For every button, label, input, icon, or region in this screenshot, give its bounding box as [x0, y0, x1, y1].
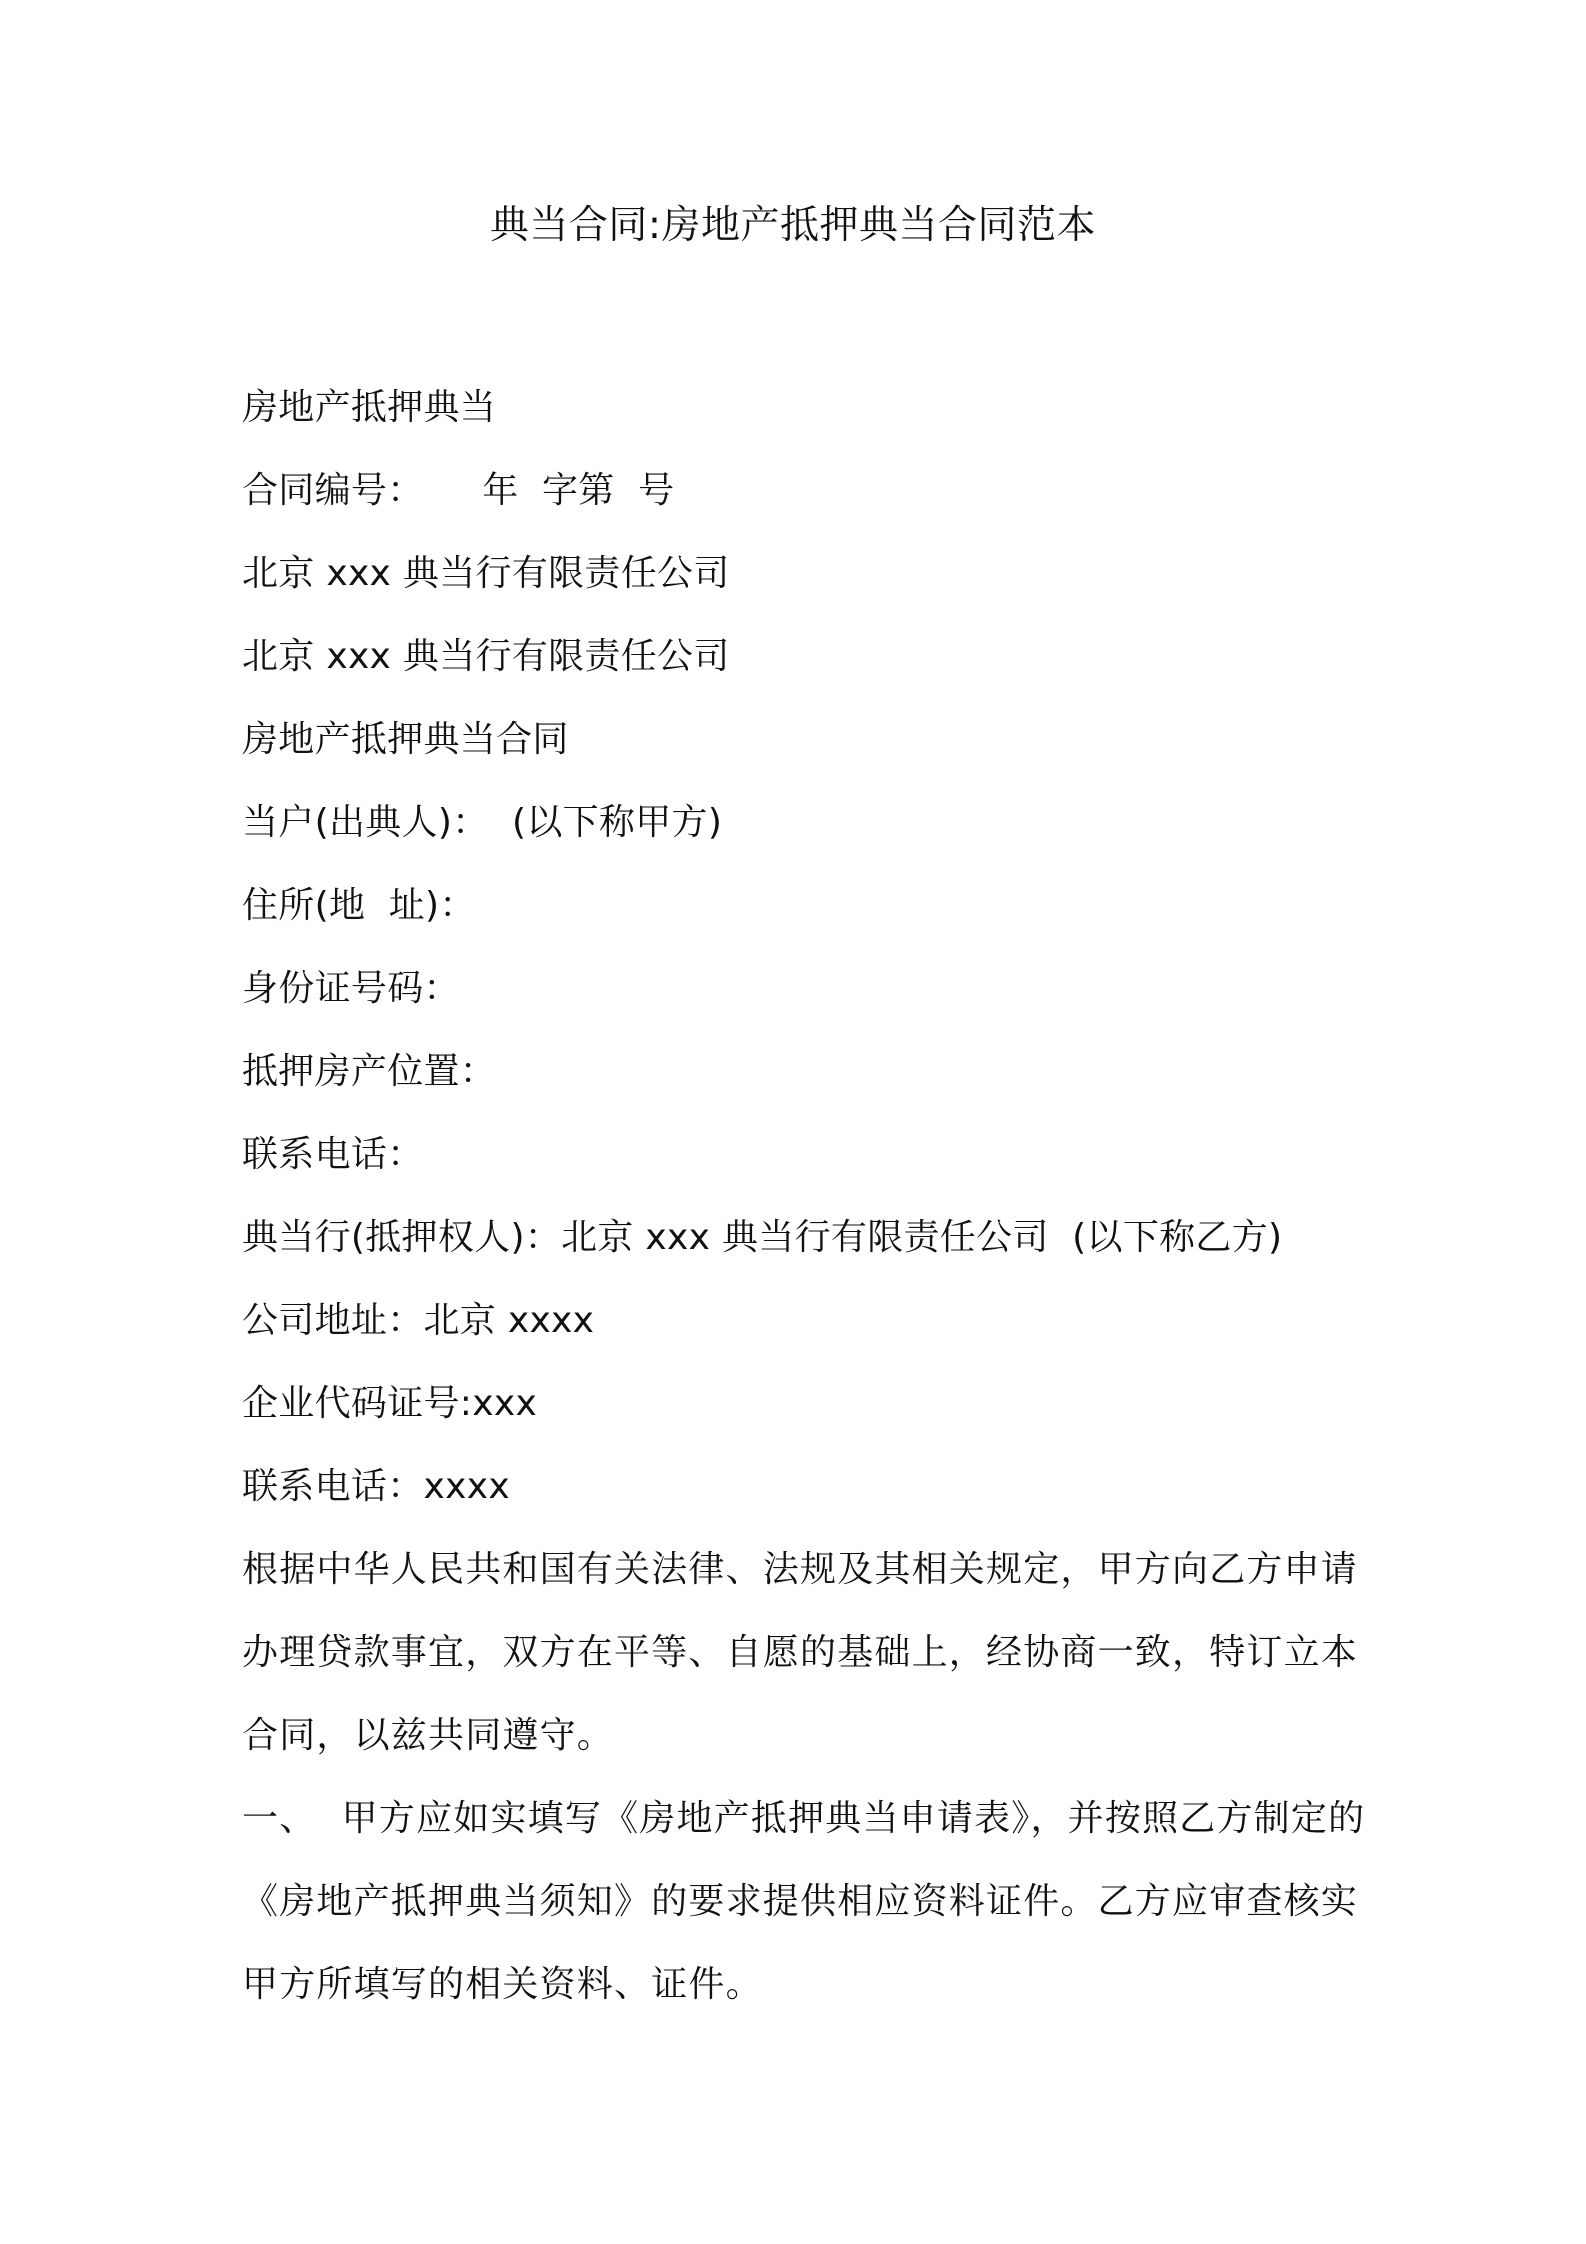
company-phone-line: 联系电话：xxxx	[242, 1466, 510, 1507]
phone-line: 联系电话：	[242, 1134, 424, 1175]
contract-number-line: 合同编号： 年 字第 号	[242, 470, 675, 511]
clause-one-paragraph	[242, 1777, 1366, 2026]
paragraph-line: 办理贷款事宜，双方在平等、自愿的基础上，经协商一致，特订立本	[242, 1632, 1359, 1673]
paragraph-line: 一、 甲方应如实填写《房地产抵押典当申请表》，并按照乙方制定的	[242, 1798, 1366, 1839]
paragraph-line: 甲方所填写的相关资料、证件。	[242, 1964, 763, 2005]
paragraph-line: 合同，以兹共同遵守。	[242, 1715, 615, 1756]
company-address-line: 公司地址：北京 xxxx	[242, 1300, 595, 1341]
preamble-paragraph	[242, 1528, 1358, 1777]
company-line: 北京 xxx 典当行有限责任公司	[242, 636, 730, 677]
address-line: 住所(地 址)：	[242, 885, 476, 926]
company-line: 北京 xxx 典当行有限责任公司	[242, 553, 730, 594]
contract-name-line: 房地产抵押典当合同	[242, 719, 569, 760]
enterprise-code-line: 企业代码证号:xxx	[242, 1383, 538, 1424]
document-body	[242, 366, 1366, 2026]
paragraph-line: 根据中华人民共和国有关法律、法规及其相关规定，甲方向乙方申请	[242, 1549, 1359, 1590]
party-b-line: 典当行(抵押权人)：北京 xxx 典当行有限责任公司 (以下称乙方)	[242, 1217, 1283, 1258]
property-location-line: 抵押房产位置：	[242, 1051, 497, 1092]
party-a-line: 当户(出典人)： (以下称甲方)	[242, 802, 723, 843]
heading-line: 房地产抵押典当	[242, 387, 497, 428]
document-title: 典当合同:房地产抵押典当合同范本	[489, 203, 1097, 248]
paragraph-line: 《房地产抵押典当须知》的要求提供相应资料证件。乙方应审查核实	[242, 1881, 1359, 1922]
id-number-line: 身份证号码：	[242, 968, 460, 1009]
